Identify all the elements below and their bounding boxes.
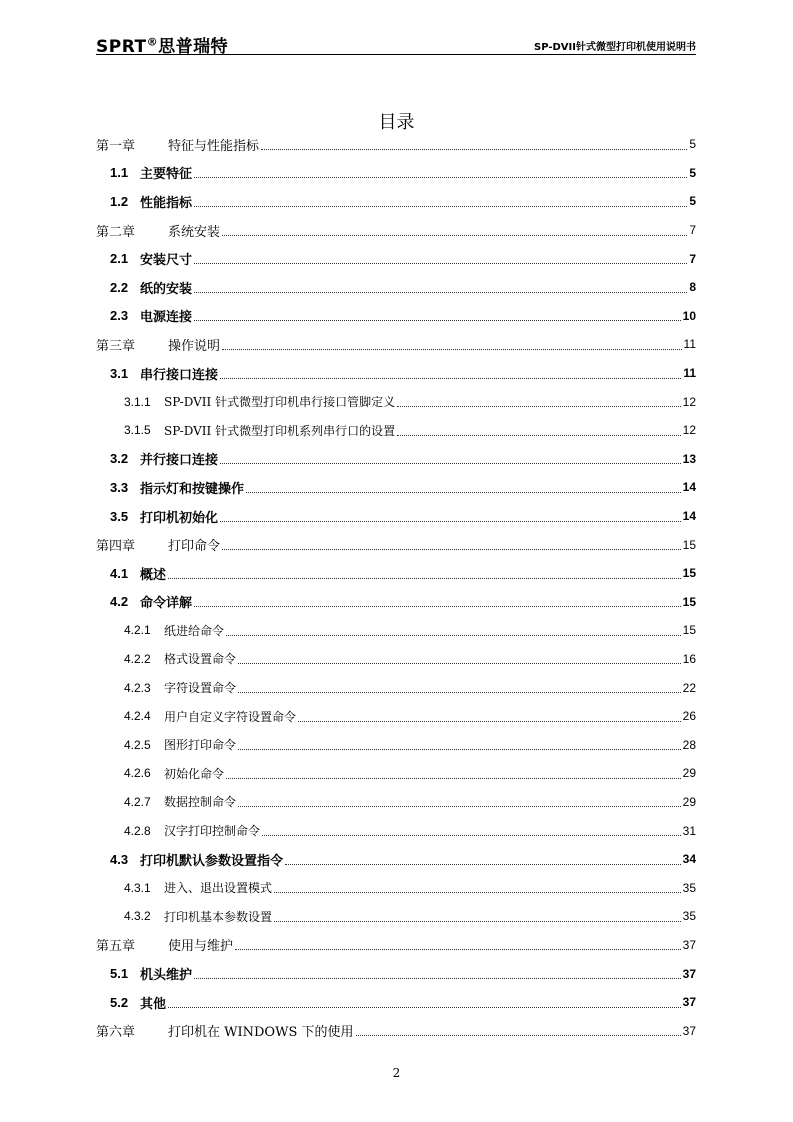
- toc-entry[interactable]: [96, 988, 696, 1017]
- toc-entry-number: 第二章: [96, 224, 136, 240]
- toc-entry-page: 12: [682, 394, 696, 409]
- toc-entry[interactable]: [96, 159, 696, 188]
- toc-entry-number: 3.3: [110, 479, 129, 495]
- toc-entry[interactable]: [96, 730, 696, 759]
- toc-entry-number: 4.2.2: [124, 651, 151, 666]
- page-number: 2: [392, 1066, 401, 1080]
- toc-dot-leader: [194, 320, 681, 321]
- toc-entry-number: 5.2: [110, 994, 129, 1010]
- toc-entry[interactable]: [96, 187, 696, 216]
- toc-entry-title: SP-DVII 针式微型打印机串行接口管脚定义: [164, 395, 396, 410]
- toc-entry-number: 4.2.5: [124, 737, 151, 752]
- toc-entry[interactable]: [96, 302, 696, 331]
- toc-entry-page: 5: [689, 165, 696, 180]
- toc-entry-number: 4.3.2: [124, 909, 151, 924]
- document-title: SP-DVII针式微型打印机使用说明书: [534, 42, 696, 53]
- toc-entry[interactable]: [96, 216, 696, 245]
- toc-entry-page: 10: [682, 308, 696, 323]
- registered-mark: ®: [146, 35, 159, 49]
- toc-entry-title: SP-DVII 针式微型打印机系列串行口的设置: [164, 423, 396, 438]
- toc-dot-leader: [194, 978, 681, 979]
- toc-dot-leader: [220, 378, 681, 379]
- toc-dot-leader: [261, 149, 687, 150]
- toc-entry[interactable]: [96, 673, 696, 702]
- toc-entry-title: 串行接口连接: [140, 366, 219, 382]
- brand-name-cn: 思普瑞特: [158, 37, 229, 57]
- toc-dot-leader: [220, 521, 681, 522]
- toc-entry-page: 26: [682, 709, 696, 724]
- toc-entry[interactable]: [96, 502, 696, 531]
- toc-entry-title: 概述: [140, 566, 167, 582]
- toc-dot-leader: [238, 806, 681, 807]
- toc-entry-title: 打印机初始化: [140, 509, 219, 525]
- toc-entry-page: 5: [689, 194, 696, 209]
- toc-entry[interactable]: [96, 1016, 696, 1045]
- toc-dot-leader: [285, 864, 681, 865]
- toc-entry[interactable]: [96, 788, 696, 817]
- toc-entry-page: 29: [682, 794, 696, 809]
- toc-entry[interactable]: [96, 273, 696, 302]
- toc-entry-number: 3.1.5: [124, 423, 151, 438]
- toc-entry-title: 使用与维护: [168, 939, 234, 955]
- toc-entry[interactable]: [96, 359, 696, 388]
- toc-entry-title: 用户自定义字符设置命令: [164, 709, 297, 724]
- toc-entry-title: 其他: [140, 995, 167, 1011]
- toc-entry-page: 7: [689, 251, 696, 266]
- toc-entry-page: 37: [682, 1023, 696, 1038]
- toc-dot-leader: [220, 463, 681, 464]
- toc-entry[interactable]: [96, 645, 696, 674]
- toc-entry-title: 数据控制命令: [164, 795, 237, 810]
- toc-entry-number: 第三章: [96, 338, 136, 354]
- toc-entry-title: 指示灯和按键操作: [140, 480, 245, 496]
- toc-entry-number: 4.2.1: [124, 623, 151, 638]
- toc-dot-leader: [194, 206, 687, 207]
- toc-entry-number: 3.1.1: [124, 394, 151, 409]
- toc-entry-page: 12: [682, 423, 696, 438]
- toc-entry-number: 5.1: [110, 966, 129, 982]
- toc-entry-number: 4.2.7: [124, 794, 151, 809]
- toc-entry-title: 打印机基本参数设置: [164, 909, 273, 924]
- toc-entry-title: 命令详解: [140, 595, 193, 611]
- toc-entry[interactable]: [96, 873, 696, 902]
- toc-entry-page: 8: [689, 280, 696, 295]
- page-header: [96, 30, 696, 55]
- toc-entry[interactable]: [96, 445, 696, 474]
- toc-entry-title: 并行接口连接: [140, 452, 219, 468]
- toc-dot-leader: [194, 177, 687, 178]
- toc-entry-title: 格式设置命令: [164, 652, 237, 667]
- toc-entry-page: 5: [689, 137, 696, 152]
- toc-entry-number: 2.1: [110, 251, 129, 267]
- toc-entry-page: 15: [682, 566, 696, 581]
- toc-dot-leader: [274, 921, 681, 922]
- toc-dot-leader: [168, 1007, 681, 1008]
- toc-entry-number: 1.2: [110, 193, 129, 209]
- toc-entry-page: 14: [682, 509, 696, 524]
- toc-entry-page: 28: [682, 737, 696, 752]
- toc-entry[interactable]: [96, 702, 696, 731]
- toc-dot-leader: [194, 606, 681, 607]
- toc-entry-page: 22: [682, 680, 696, 695]
- toc-entry-page: 15: [682, 537, 696, 552]
- toc-entry-page: 35: [682, 909, 696, 924]
- toc-entry-title: 打印机在 WINDOWS 下的使用: [168, 1025, 354, 1041]
- brand-logo: [96, 32, 228, 57]
- toc-entry[interactable]: [96, 244, 696, 273]
- toc-entry-number: 4.1: [110, 565, 129, 581]
- toc-entry-number: 3.5: [110, 508, 129, 524]
- toc-entry[interactable]: [96, 759, 696, 788]
- toc-entry-title: 纸进给命令: [164, 623, 225, 638]
- toc-entry-title: 打印命令: [168, 539, 221, 555]
- toc-dot-leader: [194, 263, 687, 264]
- toc-entry[interactable]: [96, 530, 696, 559]
- toc-entry-page: 34: [682, 852, 696, 867]
- toc-dot-leader: [226, 635, 681, 636]
- toc-entry-title: 主要特征: [140, 166, 193, 182]
- toc-entry-title: 安装尺寸: [140, 252, 193, 268]
- toc-entry-title: 纸的安装: [140, 280, 193, 296]
- toc-entry-number: 4.2.6: [124, 766, 151, 781]
- toc-dot-leader: [298, 721, 681, 722]
- toc-entry-page: 7: [689, 223, 696, 238]
- toc-entry-number: 第五章: [96, 939, 136, 955]
- toc-dot-leader: [397, 406, 681, 407]
- toc-entry-page: 37: [682, 937, 696, 952]
- toc-entry-page: 11: [683, 337, 696, 352]
- toc-entry[interactable]: [96, 330, 696, 359]
- toc-entry[interactable]: [96, 616, 696, 645]
- brand-name: SPRT: [96, 37, 147, 57]
- toc-dot-leader: [262, 835, 681, 836]
- toc-entry-number: 2.3: [110, 308, 129, 324]
- toc-entry-number: 第六章: [96, 1025, 136, 1041]
- toc-entry[interactable]: [96, 130, 696, 159]
- toc-entry-title: 性能指标: [140, 194, 193, 210]
- toc-entry-page: 15: [682, 623, 696, 638]
- toc-entry-page: 13: [682, 451, 696, 466]
- toc-entry[interactable]: [96, 959, 696, 988]
- toc-entry[interactable]: [96, 473, 696, 502]
- toc-entry-number: 第一章: [96, 138, 136, 154]
- toc-entry[interactable]: [96, 845, 696, 874]
- toc-entry-page: 31: [682, 823, 696, 838]
- toc-entry[interactable]: [96, 902, 696, 931]
- toc-dot-leader: [168, 578, 681, 579]
- toc-dot-leader: [238, 749, 681, 750]
- toc-entry-number: 4.3: [110, 851, 129, 867]
- toc-entry-title: 初始化命令: [164, 766, 225, 781]
- toc-dot-leader: [356, 1035, 681, 1036]
- toc-dot-leader: [222, 349, 682, 350]
- toc-entry-page: 37: [682, 995, 696, 1010]
- toc-entry-title: 汉字打印控制命令: [164, 824, 261, 839]
- toc-entry[interactable]: [96, 416, 696, 445]
- toc-entry-number: 3.2: [110, 451, 129, 467]
- toc-entry[interactable]: [96, 931, 696, 960]
- toc-dot-leader: [397, 435, 681, 436]
- toc-dot-leader: [274, 892, 681, 893]
- toc-entry-number: 2.2: [110, 279, 129, 295]
- toc-entry-number: 4.2.8: [124, 823, 151, 838]
- toc-entry-title: 打印机默认参数设置指令: [140, 852, 284, 868]
- toc-entry-title: 字符设置命令: [164, 681, 237, 696]
- toc-entry-page: 15: [682, 594, 696, 609]
- table-of-contents: [96, 130, 696, 1045]
- toc-entry-number: 3.1: [110, 365, 129, 381]
- toc-entry-number: 4.2.4: [124, 709, 151, 724]
- toc-entry[interactable]: [96, 559, 696, 588]
- toc-entry-number: 1.1: [110, 165, 129, 181]
- toc-entry[interactable]: [96, 387, 696, 416]
- toc-dot-leader: [194, 292, 687, 293]
- toc-entry-title: 进入、退出设置模式: [164, 881, 273, 896]
- toc-entry-number: 4.2: [110, 594, 129, 610]
- toc-entry-number: 4.3.1: [124, 880, 151, 895]
- toc-entry-page: 14: [682, 480, 696, 495]
- toc-entry-page: 35: [682, 880, 696, 895]
- toc-entry-title: 特征与性能指标: [168, 138, 260, 154]
- toc-heading: 目录: [378, 112, 415, 133]
- toc-dot-leader: [222, 235, 687, 236]
- toc-entry-page: 16: [682, 651, 696, 666]
- toc-entry[interactable]: [96, 588, 696, 617]
- toc-dot-leader: [238, 692, 681, 693]
- toc-entry-page: 37: [682, 966, 696, 981]
- toc-entry[interactable]: [96, 816, 696, 845]
- toc-entry-title: 电源连接: [140, 309, 193, 325]
- toc-dot-leader: [235, 949, 681, 950]
- toc-entry-page: 11: [683, 366, 696, 381]
- toc-entry-title: 系统安装: [168, 224, 221, 240]
- toc-dot-leader: [246, 492, 681, 493]
- toc-entry-title: 机头维护: [140, 967, 193, 983]
- toc-dot-leader: [226, 778, 681, 779]
- toc-entry-page: 29: [682, 766, 696, 781]
- toc-dot-leader: [238, 663, 681, 664]
- toc-entry-number: 第四章: [96, 539, 136, 555]
- toc-entry-title: 图形打印命令: [164, 738, 237, 753]
- toc-entry-title: 操作说明: [168, 338, 221, 354]
- toc-entry-number: 4.2.3: [124, 680, 151, 695]
- toc-dot-leader: [222, 549, 681, 550]
